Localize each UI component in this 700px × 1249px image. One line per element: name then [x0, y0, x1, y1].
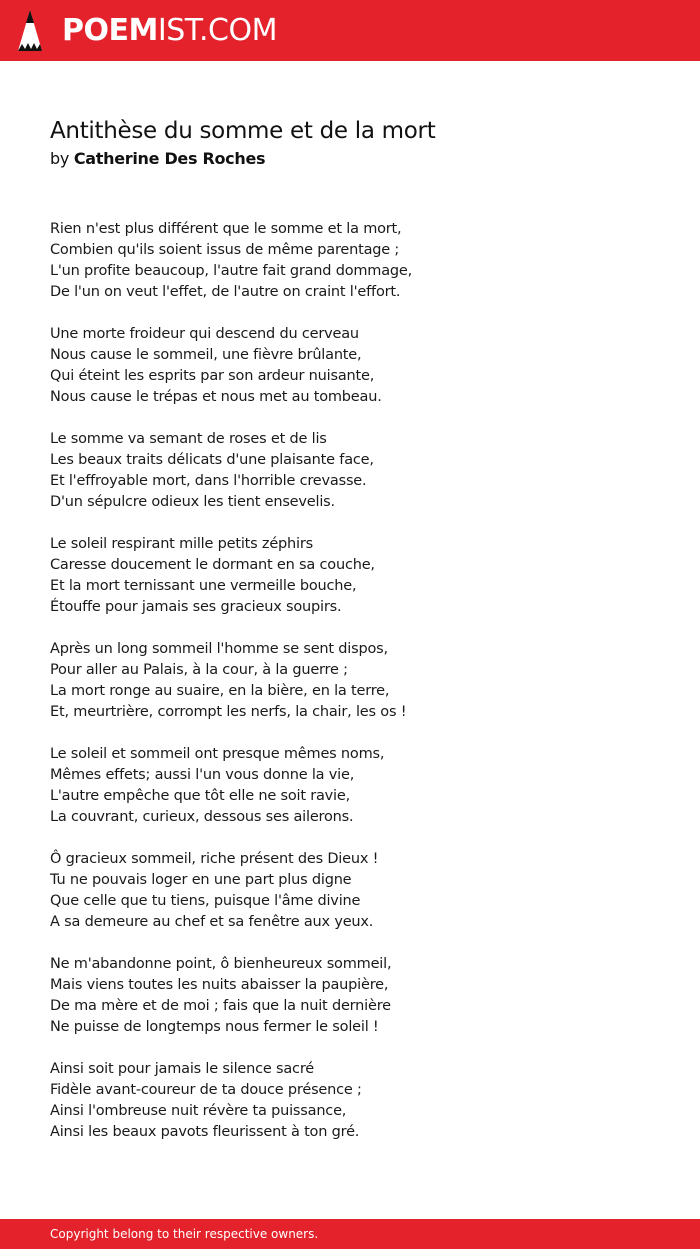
stanza [50, 324, 670, 408]
logo-rest-text: IST.COM [157, 13, 277, 48]
site-logo[interactable] [62, 11, 277, 51]
poem-line: L'autre empêche que tôt elle ne soit ravie, [50, 788, 350, 804]
stanza [50, 534, 670, 618]
poem-title: Antithèse du somme et de la mort [50, 118, 436, 144]
poem-line: Pour aller au Palais, à la cour, à la guerre ; [50, 662, 348, 678]
poem-line: Mêmes effets; aussi l'un vous donne la vie, [50, 767, 355, 783]
poem-line: Étouffe pour jamais ses gracieux soupirs. [50, 599, 342, 615]
poem-line: Mais viens toutes les nuits abaisser la paupière, [50, 977, 389, 993]
stanza [50, 639, 670, 723]
poem-line: Le somme va semant de roses et de lis [50, 431, 327, 447]
poem-line: De ma mère et de moi ; fais que la nuit dernière [50, 998, 391, 1014]
stanza [50, 429, 670, 513]
logo-strong-text: POEM [62, 13, 158, 48]
poem-line: Et, meurtrière, corrompt les nerfs, la chair, les os ! [50, 704, 407, 720]
poem-line: De l'un on veut l'effet, de l'autre on craint l'effort. [50, 284, 401, 300]
poem-line: Ô gracieux sommeil, riche présent des Dieux ! [50, 851, 379, 867]
poem-line: Et la mort ternissant une vermeille bouche, [50, 578, 357, 594]
poem-line: Ainsi l'ombreuse nuit révère ta puissance, [50, 1103, 347, 1119]
byline [50, 148, 265, 170]
stanza [50, 744, 670, 828]
poem-line: Ne m'abandonne point, ô bienheureux sommeil, [50, 956, 392, 972]
byline-prefix: by [50, 149, 70, 168]
stanza [50, 954, 670, 1038]
poem-line: Et l'effroyable mort, dans l'horrible crevasse. [50, 473, 367, 489]
poem-line: Qui éteint les esprits par son ardeur nuisante, [50, 368, 375, 384]
poem-line: Caresse doucement le dormant en sa couche, [50, 557, 375, 573]
copyright-text: Copyright belong to their respective owners. [50, 1227, 319, 1241]
poem-line: Que celle que tu tiens, puisque l'âme divine [50, 893, 361, 909]
poem-line: A sa demeure au chef et sa fenêtre aux yeux. [50, 914, 374, 930]
poem-line: Rien n'est plus différent que le somme et la mort, [50, 221, 402, 237]
poem-line: Ainsi soit pour jamais le silence sacré [50, 1061, 314, 1077]
stanza [50, 849, 670, 933]
site-header [0, 0, 700, 61]
poem-line: Ne puisse de longtemps nous fermer le soleil ! [50, 1019, 379, 1035]
poem-line: Nous cause le sommeil, une fièvre brûlante, [50, 347, 362, 363]
poem-line: Nous cause le trépas et nous met au tombeau. [50, 389, 382, 405]
poem-line: Fidèle avant-coureur de ta douce présence ; [50, 1082, 362, 1098]
poem-line: Une morte froideur qui descend du cerveau [50, 326, 359, 342]
poem-line: D'un sépulcre odieux les tient ensevelis. [50, 494, 335, 510]
pencil-tip-icon[interactable] [17, 9, 43, 53]
poem-line: Après un long sommeil l'homme se sent dispos, [50, 641, 388, 657]
poem-line: L'un profite beaucoup, l'autre fait grand dommage, [50, 263, 413, 279]
stanza [50, 1059, 670, 1143]
poem-line: La couvrant, curieux, dessous ses ailerons. [50, 809, 354, 825]
stanza [50, 219, 670, 303]
site-footer [0, 1219, 700, 1249]
poem-line: Combien qu'ils soient issus de même parentage ; [50, 242, 400, 258]
poem-line: La mort ronge au suaire, en la bière, en la terre, [50, 683, 390, 699]
poem-line: Le soleil et sommeil ont presque mêmes noms, [50, 746, 385, 762]
author-name: Catherine Des Roches [73, 149, 266, 168]
poem-line: Les beaux traits délicats d'une plaisante face, [50, 452, 374, 468]
poem-body [50, 219, 670, 1164]
poem-line: Tu ne pouvais loger en une part plus digne [50, 872, 352, 888]
poem-line: Ainsi les beaux pavots fleurissent à ton gré. [50, 1124, 360, 1140]
poem-line: Le soleil respirant mille petits zéphirs [50, 536, 313, 552]
